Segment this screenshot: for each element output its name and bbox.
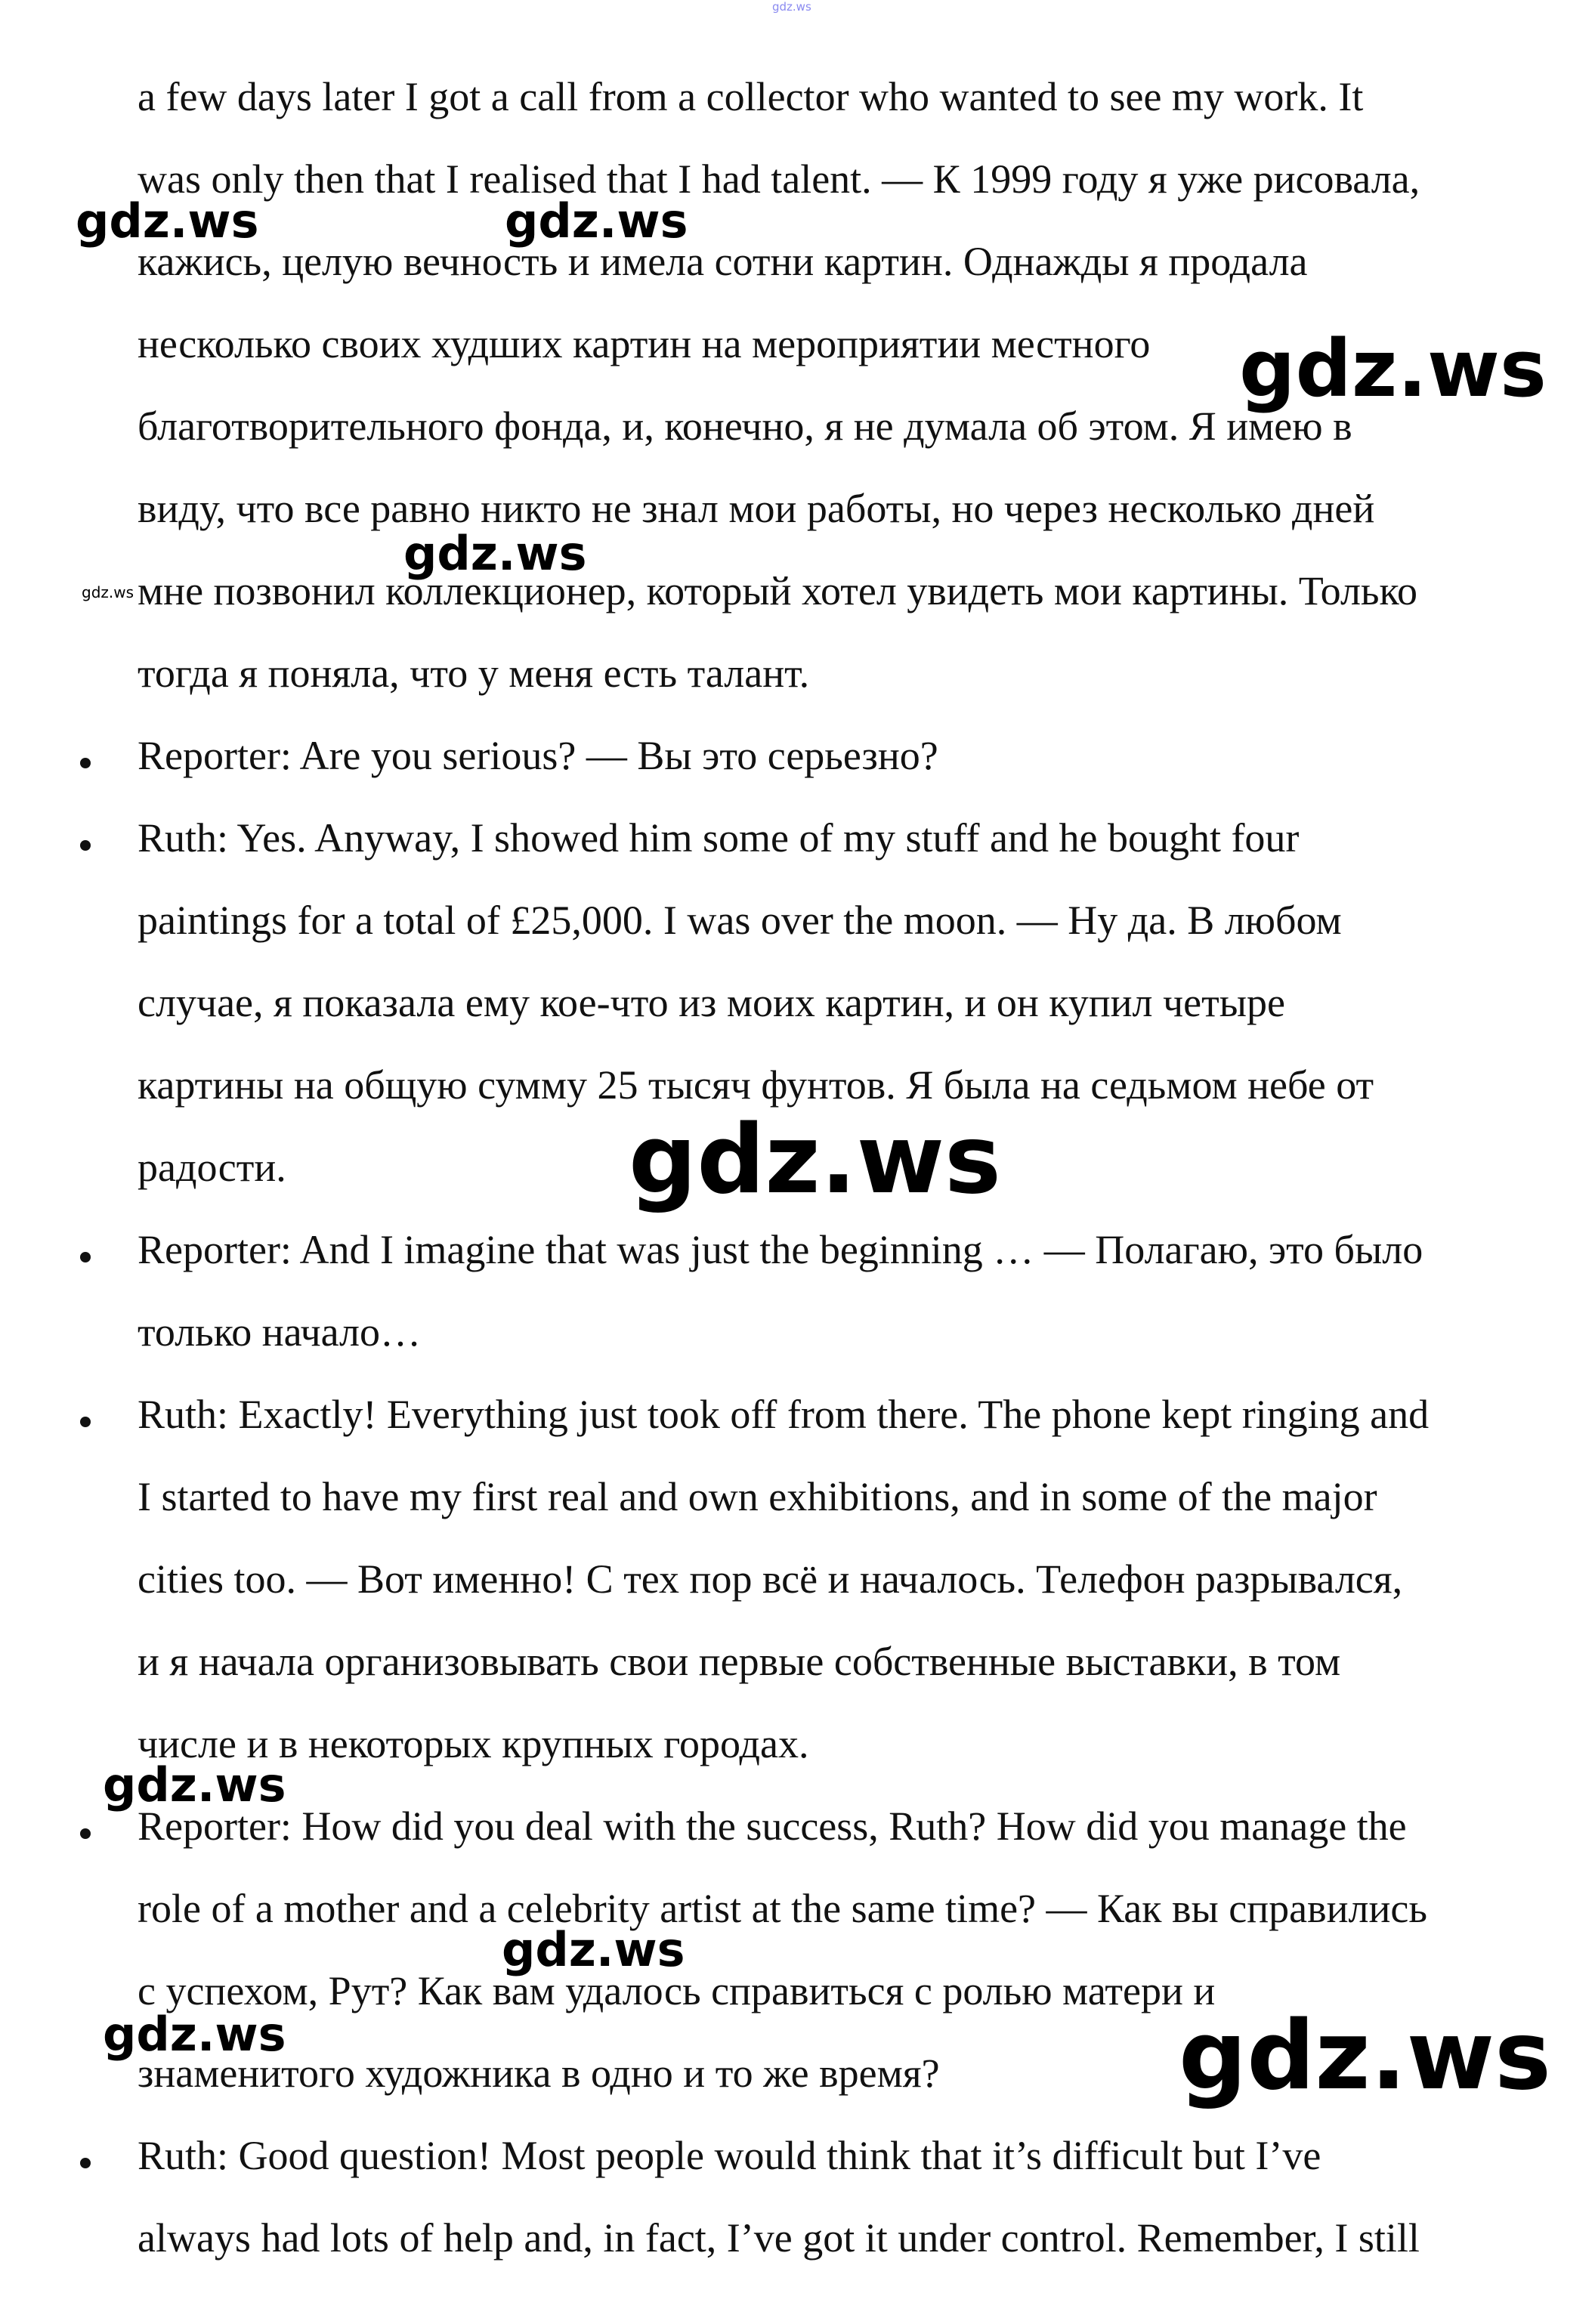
watermark: gdz.ws: [505, 193, 688, 249]
list-bullet: [80, 758, 91, 768]
text-line: Ruth: Good question! Most people would think that it’s difficult but I’ve: [138, 2133, 1321, 2178]
text-line: Reporter: How did you deal with the success, Ruth? How did you manage the: [138, 1803, 1407, 1849]
text-line: несколько своих худших картин на мероприятии местного: [138, 321, 1151, 366]
text-line: знаменитого художника в одно и то же время?: [138, 2050, 940, 2096]
text-line: числе и в некоторых крупных городах.: [138, 1721, 809, 1766]
text-line: a few days later I got a call from a collector who wanted to see my work. It: [138, 74, 1364, 119]
text-line: Ruth: Exactly! Everything just took off from there. The phone kept ringing and: [138, 1392, 1430, 1437]
text-line: I started to have my first real and own exhibitions, and in some of the major: [138, 1474, 1377, 1519]
text-line: Reporter: And I imagine that was just the beginning … — Полагаю, это было: [138, 1227, 1423, 1272]
list-bullet: [80, 1252, 91, 1262]
watermark: gdz.ws: [502, 1922, 685, 1977]
text-line: только начало…: [138, 1309, 421, 1355]
watermark: gdz.ws: [76, 193, 259, 249]
text-line: paintings for a total of £25,000. I was over the moon. — Ну да. В любом: [138, 898, 1342, 943]
text-line: с успехом, Рут? Как вам удалось справиться с ролью матери и: [138, 1968, 1216, 2013]
text-line: Ruth: Yes. Anyway, I showed him some of my stuff and he bought four: [138, 815, 1300, 861]
text-line: случае, я показала ему кое-что из моих картин, и он купил четыре: [138, 980, 1285, 1025]
list-bullet: [80, 2158, 91, 2168]
watermark: gdz.ws: [629, 1104, 1001, 1215]
text-line: cities too. — Вот именно! С тех пор всё и началось. Телефон разрывался,: [138, 1556, 1403, 1602]
watermark: gdz.ws: [103, 1757, 286, 1813]
text-line: мне позвонил коллекционер, который хотел увидеть мои картины. Только: [138, 568, 1418, 613]
text-line: виду, что все равно никто не знал мои работы, но через несколько дней: [138, 486, 1375, 531]
text-line: тогда я поняла, что у меня есть талант.: [138, 651, 810, 696]
text-line: картины на общую сумму 25 тысяч фунтов. Я была на седьмом небе от: [138, 1062, 1374, 1108]
text-line: кажись, целую вечность и имела сотни картин. Однажды я продала: [138, 239, 1308, 284]
list-bullet: [80, 1417, 91, 1427]
watermark: gdz.ws: [1179, 2000, 1551, 2111]
text-line: благотворительного фонда, и, конечно, я не думала об этом. Я имею в: [138, 403, 1352, 449]
watermark: gdz.ws: [103, 2007, 286, 2062]
text-line: Reporter: Are you serious? — Вы это серьезно?: [138, 733, 938, 778]
watermark-top: gdz.ws: [772, 0, 811, 14]
text-line: was only then that I realised that I had talent. — К 1999 году я уже рисовала,: [138, 156, 1420, 202]
text-line: и я начала организовывать свои первые собственные выставки, в том: [138, 1639, 1341, 1684]
text-line: always had lots of help and, in fact, I’ve got it under control. Remember, I still: [138, 2215, 1420, 2261]
list-bullet: [80, 1828, 91, 1839]
list-bullet: [80, 840, 91, 851]
text-line: радости.: [138, 1145, 286, 1190]
watermark: gdz.ws: [1239, 323, 1547, 415]
watermark: gdz.ws: [82, 583, 134, 601]
text-line: role of a mother and a celebrity artist at the same time? — Как вы справились: [138, 1886, 1427, 1931]
watermark: gdz.ws: [403, 526, 587, 581]
